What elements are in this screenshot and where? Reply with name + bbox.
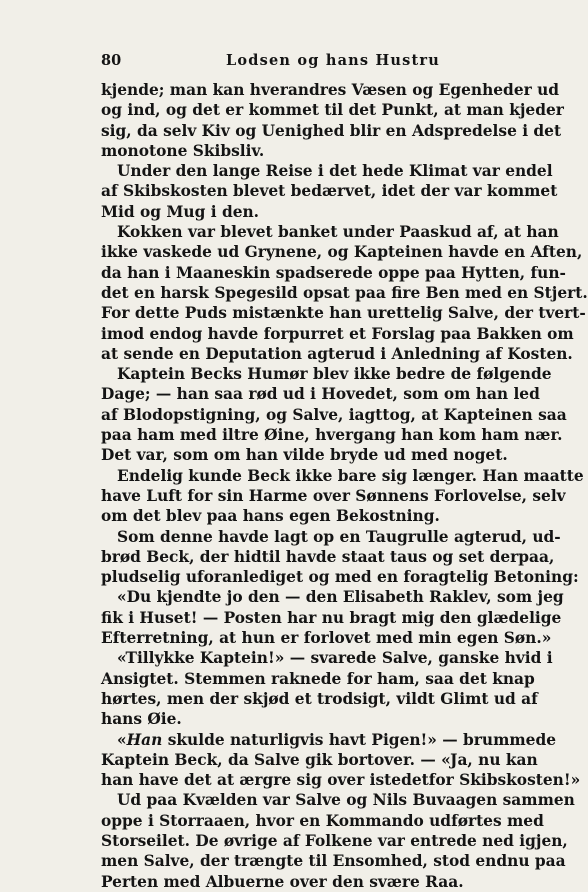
emphasis: Han — [126, 730, 163, 749]
text-line: Efterretning, at hun er forlovet med min egen Søn.» — [101, 629, 552, 648]
text-line: «Han skulde naturligvis havt Pigen!» — brummede — [117, 730, 557, 749]
text-line: sig, da selv Kiv og Uenighed blir en Adspredelse i det — [101, 121, 562, 140]
text-line: Under den lange Reise i det hede Klimat var endel — [117, 162, 553, 181]
text-line: det en harsk Spegesild opsat paa fire Ben med en Stjert. — [101, 283, 588, 302]
text-line: Kokken var blevet banket under Paaskud af, at han — [117, 223, 559, 242]
text-line: at sende en Deputation agterud i Anledning af Kosten. — [101, 344, 573, 363]
text-line: Endelig kunde Beck ikke bare sig længer. Han maatte — [117, 466, 584, 485]
text-line: ikke vaskede ud Grynene, og Kapteinen havde en Aften, — [101, 243, 583, 262]
text-line: men Salve, der trængte til Ensomhed, stod endnu paa — [101, 852, 566, 871]
text-line: «Tillykke Kaptein!» — svarede Salve, ganske hvid i — [117, 649, 553, 668]
text-line: paa ham med iltre Øine, hvergang han kom ham nær. — [101, 426, 563, 445]
text-line: Mid og Mug i den. — [101, 202, 260, 221]
text-line: Som denne havde lagt op en Taugrulle agterud, ud- — [117, 527, 561, 546]
text-line: have Luft for sin Harme over Sønnens Forlovelse, selv — [101, 486, 566, 505]
text-line: han have det at ærgre sig over istedetfor Skibskosten!» — [101, 771, 581, 790]
text-line: Dage; — han saa rød ud i Hovedet, som om han led — [101, 385, 540, 404]
page-header — [101, 52, 533, 72]
text-line: Kaptein Becks Humør blev ikke bedre de følgende — [117, 365, 552, 384]
body-text — [101, 80, 588, 892]
text-line: hans Øie. — [101, 710, 182, 729]
page-number: 80 — [101, 52, 122, 69]
text-line: pludselig uforanlediget og med en foragtelig Betoning: — [101, 568, 579, 587]
text-line: af Blodopstigning, og Salve, iagttog, at Kapteinen saa — [101, 405, 567, 424]
text-line: For dette Puds mistænkte han urettelig Salve, der tvert- — [101, 304, 586, 323]
text-line: Kaptein Beck, da Salve gik bortover. — «Ja, nu kan — [101, 750, 538, 769]
text-line: Ansigtet. Stemmen raknede for ham, saa det knap — [101, 669, 535, 688]
text-line: brød Beck, der hidtil havde staat taus og set derpaa, — [101, 547, 555, 566]
text-line: da han i Maaneskin spadserede oppe paa Hytten, fun- — [101, 263, 566, 282]
text-line: af Skibskosten blevet bedærvet, idet der var kommet — [101, 182, 558, 201]
text-line: oppe i Storraaen, hvor en Kommando udførtes med — [101, 811, 544, 830]
text-line: om det blev paa hans egen Bekostning. — [101, 507, 440, 526]
text-line: Storseilet. De øvrige af Folkene var entrede ned igjen, — [101, 831, 568, 850]
text-line: fik i Huset! — Posten har nu bragt mig den glædelige — [101, 608, 562, 627]
text-line: hørtes, men der skjød et trodsigt, vildt Glimt ud af — [101, 689, 538, 708]
text-line: Perten med Albuerne over den svære Raa. — [101, 872, 464, 891]
text-line: monotone Skibsliv. — [101, 141, 265, 160]
text-line: imod endog havde forpurret et Forslag paa Bakken om — [101, 324, 574, 343]
running-title: Lodsen og hans Hustru — [226, 52, 441, 69]
text-line: Ud paa Kvælden var Salve og Nils Buvaagen sammen — [117, 791, 575, 810]
text-line: «Du kjendte jo den — den Elisabeth Raklev, som jeg — [117, 588, 564, 607]
text-line: kjende; man kan hverandres Væsen og Egenheder ud — [101, 81, 560, 99]
text-line: og ind, og det er kommet til det Punkt, at man kjeder — [101, 101, 564, 120]
text-line: Det var, som om han vilde bryde ud med noget. — [101, 446, 508, 465]
